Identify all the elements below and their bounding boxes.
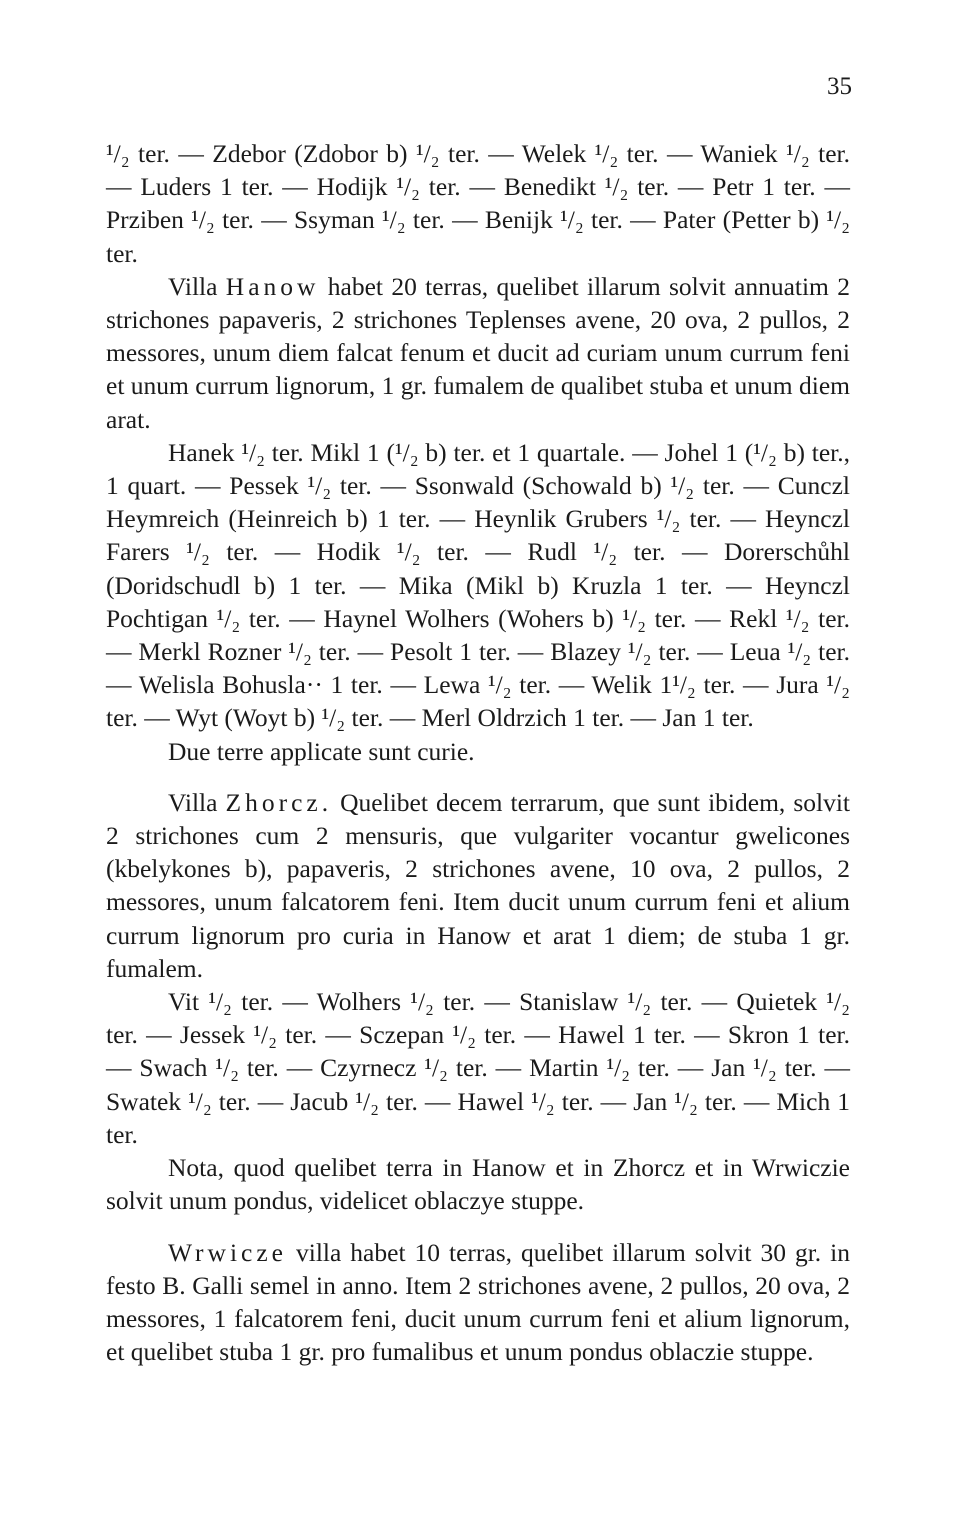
paragraph-villa-hanow bbox=[106, 270, 850, 436]
paragraph-names-continuation bbox=[106, 137, 850, 270]
paragraph-lead: Villa bbox=[168, 787, 226, 817]
paragraph-hanow-tenants bbox=[106, 436, 850, 735]
paragraph-nota bbox=[106, 1151, 850, 1217]
place-name-zhorcz: Zhorcz. bbox=[225, 787, 333, 817]
paragraph-villa-zhorcz bbox=[106, 786, 850, 985]
place-name-hanow: Hanow bbox=[225, 271, 320, 301]
paragraph-text: villa habet 10 terras, quelibet illarum solvit 30 gr. in festo B. Galli semel in anno. Item 2 strichones avene, 2 pullos, 20 ova, 2 messores, 1 falcatorem feni, ducit unum currum feni et alium lignorum, et quelibet stuba 1 gr. pro fumalibus et unum pondus oblaczie stuppe. bbox=[106, 1237, 850, 1367]
paragraph-zhorcz-tenants bbox=[106, 985, 850, 1151]
page-body bbox=[106, 137, 850, 1368]
paragraph-text: ¹/₂ ter. — Zdebor (Zdobor b) ¹/₂ ter. — Welek ¹/₂ ter. — Waniek ¹/₂ ter. — Luders 1 ter. — Hodijk ¹/₂ ter. — Benedikt ¹/₂ ter. — Petr 1 ter. — Prziben ¹/₂ ter. — Ssyman ¹/₂ ter. — Benijk ¹/₂ ter. — Pater (Petter b) ¹/₂ ter. bbox=[106, 139, 850, 268]
paragraph-text: Due terre applicate sunt curie. bbox=[168, 736, 475, 766]
paragraph-lead: Villa bbox=[168, 271, 226, 301]
paragraph-text: Hanek ¹/₂ ter. Mikl 1 (¹/₂ b) ter. et 1 quartale. — Johel 1 (¹/₂ b) ter., 1 quart. — Pessek ¹/₂ ter. — Ssonwald (Schowald b) ¹/₂ ter. — Cunczl Heymreich (Heinreich b) 1 ter. — Heynlik Grubers ¹/₂ ter. — Heynczl Farers ¹/₂ ter. — Hodik ¹/₂ ter. — Rudl ¹/₂ ter. — Dorerschůhl (Doridschudl b) 1 ter. — Mika (Mikl b) Kruzla 1 ter. — Heynczl Pochtigan ¹/₂ ter. — Haynel Wolhers (Wohers b) ¹/₂ ter. — Rekl ¹/₂ ter. — Merkl Rozner ¹/₂ ter. — Pesolt 1 ter. — Blazey ¹/₂ ter. — Leua ¹/₂ ter. — Welisla Bohusla·· 1 ter. — Lewa ¹/₂ ter. — Welik 1¹/₂ ter. — Jura ¹/₂ ter. — Wyt (Woyt b) ¹/₂ ter. — Merl Oldrzich 1 ter. — Jan 1 ter. bbox=[106, 437, 850, 733]
page-number: 35 bbox=[827, 73, 852, 100]
paragraph-text: Vit ¹/₂ ter. — Wolhers ¹/₂ ter. — Stanislaw ¹/₂ ter. — Quietek ¹/₂ ter. — Jessek ¹/₂ ter. — Sczepan ¹/₂ ter. — Hawel 1 ter. — Skron 1 ter. — Swach ¹/₂ ter. — Czyrnecz ¹/₂ ter. — Martin ¹/₂ ter. — Jan ¹/₂ ter. — Swatek ¹/₂ ter. — Jacub ¹/₂ ter. — Hawel ¹/₂ ter. — Jan ¹/₂ ter. — Mich 1 ter. bbox=[106, 987, 850, 1149]
place-name-wrwicze: Wrwicze bbox=[168, 1237, 287, 1267]
paragraph-wrwicze bbox=[106, 1236, 850, 1369]
paragraph-text: Nota, quod quelibet terra in Hanow et in Zhorcz et in Wrwiczie solvit unum pondus, videlicet oblaczye stuppe. bbox=[106, 1153, 850, 1216]
paragraph-due-terre bbox=[106, 735, 850, 768]
paragraph-text: habet 20 terras, quelibet illarum solvit annuatim 2 strichones papaveris, 2 strichones Teplenses avene, 20 ova, 2 pullos, 2 messores, unum diem falcat fenum et ducit ad curiam unum currum feni et unum currum lignorum, 1 gr. fumalem de qualibet stuba et unum diem arat. bbox=[106, 271, 850, 434]
paragraph-text: Quelibet decem terrarum, que sunt ibidem, solvit 2 strichones cum 2 mensuris, que vulgariter vocantur gwelicones (kbelykones b), papaveris, 2 strichones avene, 10 ova, 2 pullos, 2 messores, unum falcatorem feni. Item ducit unum currum feni et alium currum lignorum pro curia in Hanow et arat 1 diem; de stuba 1 gr. fumalem. bbox=[106, 787, 851, 983]
